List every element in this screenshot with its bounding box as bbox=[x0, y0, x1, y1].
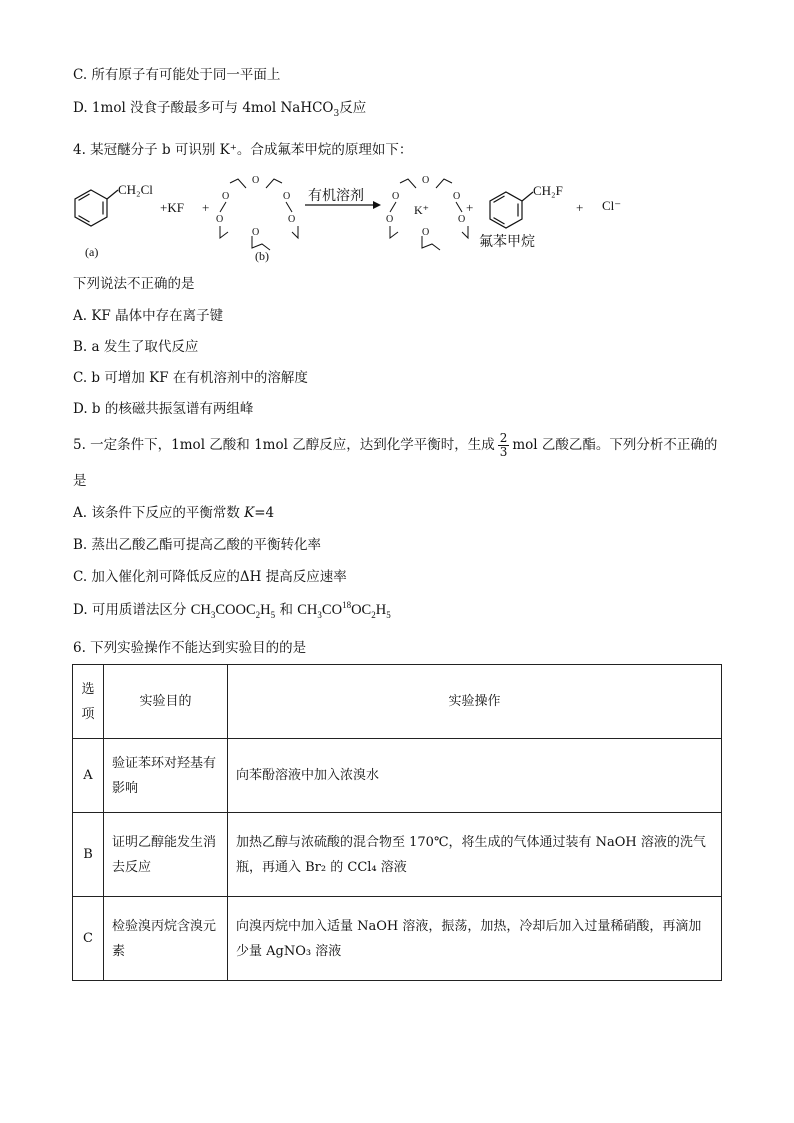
q4-option-c: C. b 可增加 KF 在有机溶剂中的溶解度 bbox=[73, 370, 308, 386]
row-goal: 验证苯环对羟基有影响 bbox=[104, 739, 228, 813]
q3-option-d-subscript: 3 bbox=[333, 109, 340, 119]
formula-subscript: 3 bbox=[210, 610, 216, 620]
arrow-condition: 有机溶剂 bbox=[308, 189, 364, 204]
q6-stem: 6. 下列实验操作不能达到实验目的的是 bbox=[73, 640, 307, 656]
q5-option-b: B. 蒸出乙酸乙酯可提高乙酸的平衡转化率 bbox=[73, 537, 322, 553]
header-option: 选项 bbox=[73, 665, 104, 739]
table-row bbox=[73, 897, 722, 981]
benzene-ring-a bbox=[75, 190, 118, 226]
row-goal: 检验溴丙烷含溴元素 bbox=[104, 897, 228, 981]
table-header-row bbox=[73, 665, 722, 739]
oxygen-atom: O bbox=[216, 214, 224, 225]
formula-part: H bbox=[260, 602, 271, 618]
benzene-ring-product bbox=[490, 192, 533, 228]
header-goal: 实验目的 bbox=[104, 665, 228, 739]
table-row bbox=[73, 813, 722, 897]
table-row bbox=[73, 739, 722, 813]
row-operation: 向溴丙烷中加入适量 NaOH 溶液，振荡，加热，冷却后加入过量稀硝酸，再滴加少量 AgNO₃ 溶液 bbox=[228, 897, 722, 981]
oxygen-atom: O bbox=[453, 191, 461, 202]
q5-option-d bbox=[73, 601, 391, 620]
formula-subscript: 2 bbox=[371, 610, 376, 620]
q5-fraction bbox=[498, 432, 510, 459]
row-option: A bbox=[73, 739, 104, 813]
q3-option-c: C. 所有原子有可能处于同一平面上 bbox=[73, 67, 281, 83]
q3-option-d-suffix: 反应 bbox=[339, 100, 367, 116]
reactant-b-label: (b) bbox=[255, 249, 269, 263]
formula-labeled-ethyl-acetate bbox=[297, 602, 390, 618]
formula-part: CH bbox=[190, 602, 211, 618]
oxygen-atom: O bbox=[392, 191, 400, 202]
q5-stem-text-post: mol 乙酸乙酯。下列分析不正确的 bbox=[512, 437, 718, 453]
q5-stem bbox=[73, 432, 717, 459]
formula-part: H bbox=[375, 602, 387, 618]
q5-fraction-numerator: 2 bbox=[499, 431, 508, 445]
experiment-table bbox=[72, 664, 722, 981]
q5-stem-text: 5. 一定条件下，1mol 乙酸和 1mol 乙醇反应，达到化学平衡时，生成 bbox=[73, 437, 495, 453]
q4-option-a: A. KF 晶体中存在离子键 bbox=[73, 308, 224, 324]
formula-part: CH bbox=[297, 602, 318, 618]
reactant-a-group: CH₂Cl bbox=[118, 182, 153, 197]
q5-fraction-denominator: 3 bbox=[499, 445, 508, 459]
formula-subscript: 5 bbox=[386, 610, 391, 620]
reaction-scheme bbox=[70, 168, 670, 268]
oxygen-atom: O bbox=[386, 214, 394, 225]
q5-option-a-variable: K bbox=[244, 505, 255, 521]
formula-subscript: 3 bbox=[317, 610, 322, 620]
oxygen-atom: O bbox=[288, 214, 296, 225]
plus-sign-1: + bbox=[202, 200, 210, 215]
formula-part: OC bbox=[351, 602, 372, 618]
oxygen-atom: O bbox=[458, 214, 466, 225]
formula-subscript: 5 bbox=[270, 610, 276, 620]
formula-ethyl-acetate bbox=[191, 602, 275, 618]
formula-subscript: 2 bbox=[255, 610, 261, 620]
q5-option-a-value: =4 bbox=[254, 505, 275, 521]
q4-option-d: D. b 的核磁共振氢谱有两组峰 bbox=[73, 401, 254, 417]
crown-ether-oxygens bbox=[216, 175, 295, 238]
plus-kf: +KF bbox=[160, 200, 184, 215]
q3-option-d bbox=[73, 99, 366, 119]
row-operation: 向苯酚溶液中加入浓溴水 bbox=[228, 739, 722, 813]
q5-option-c: C. 加入催化剂可降低反应的ΔH 提高反应速率 bbox=[73, 569, 347, 585]
header-operation: 实验操作 bbox=[228, 665, 722, 739]
row-option: C bbox=[73, 897, 104, 981]
q4-stem: 4. 某冠醚分子 b 可识别 K⁺。合成氟苯甲烷的原理如下： bbox=[73, 142, 413, 158]
q4-question: 下列说法不正确的是 bbox=[73, 276, 195, 292]
q4-option-b: B. a 发生了取代反应 bbox=[73, 339, 199, 355]
plus-sign-3: + bbox=[576, 200, 584, 215]
reactant-a-label: (a) bbox=[85, 245, 99, 259]
oxygen-atom: O bbox=[252, 227, 260, 238]
product-group: CH₂F bbox=[533, 183, 563, 198]
row-goal: 证明乙醇能发生消去反应 bbox=[104, 813, 228, 897]
oxygen-atom: O bbox=[222, 191, 230, 202]
oxygen-atom: O bbox=[252, 175, 260, 186]
oxygen-atom: O bbox=[422, 175, 430, 186]
formula-part: CO bbox=[321, 602, 343, 618]
oxygen-atom: O bbox=[283, 191, 291, 202]
chloride-ion: Cl⁻ bbox=[602, 198, 622, 213]
formula-part: COOC bbox=[215, 602, 256, 618]
plus-sign-2: + bbox=[466, 200, 474, 215]
row-option: B bbox=[73, 813, 104, 897]
potassium-ion: K⁺ bbox=[414, 203, 429, 217]
product-name: 氟苯甲烷 bbox=[479, 235, 535, 250]
oxygen-atom: O bbox=[422, 227, 430, 238]
q5-option-a bbox=[73, 504, 274, 522]
crown-ether-b bbox=[220, 179, 298, 250]
row-operation: 加热乙醇与浓硫酸的混合物至 170℃，将生成的气体通过装有 NaOH 溶液的洗气瓶，再通入 Br₂ 的 CCl₄ 溶液 bbox=[228, 813, 722, 897]
q5-option-d-text: D. 可用质谱法区分 bbox=[73, 602, 191, 618]
crown-ether-complex bbox=[390, 179, 468, 250]
q5-option-a-text: A. 该条件下反应的平衡常数 bbox=[73, 505, 245, 521]
q5-stem-continued: 是 bbox=[73, 473, 87, 489]
formula-superscript: 18 bbox=[342, 600, 352, 610]
q3-option-d-text: D. 1mol 没食子酸最多可与 4mol NaHCO bbox=[73, 100, 334, 116]
q5-option-d-and: 和 bbox=[275, 602, 298, 618]
